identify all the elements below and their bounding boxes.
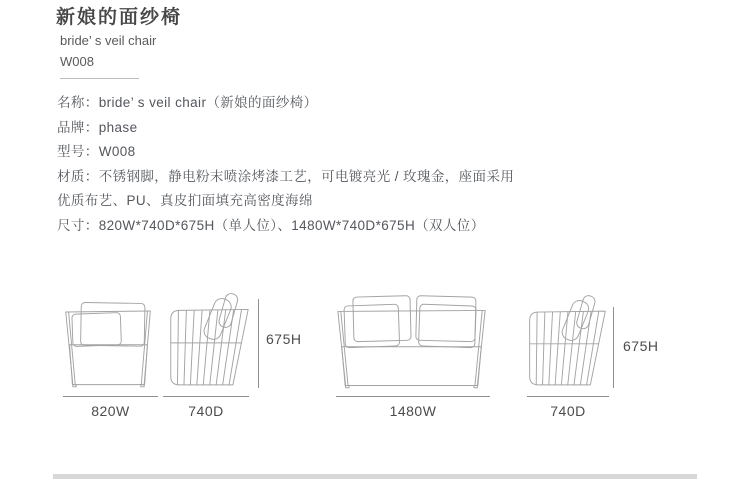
spec-line-name: 名称：bride’ s veil chair（新娘的面纱椅） — [57, 95, 318, 110]
spec-line-material: 材质：不锈钢脚，静电粉末喷涂烤漆工艺，可电镀亮光 / 玫瑰金，座面采用 — [57, 168, 515, 184]
product-subtitle: bride’ s veil chair — [60, 33, 157, 48]
single-seat-front-drawing — [61, 290, 156, 390]
single-height-label: 675H — [266, 331, 302, 347]
single-height-dim-line — [258, 299, 259, 388]
single-width-dim-line — [63, 396, 158, 397]
page-title: 新娘的面纱椅 — [56, 7, 183, 28]
spec-line-model: 型号：W008 — [57, 144, 136, 160]
double-seat-side-drawing — [525, 292, 609, 390]
double-width-dim-line — [336, 396, 490, 397]
double-depth-dim-line — [527, 396, 609, 397]
double-width-label: 1480W — [389, 403, 437, 419]
header-divider — [60, 78, 139, 79]
spec-line-brand: 品牌：phase — [57, 119, 138, 135]
single-depth-dim-line — [163, 396, 249, 397]
spec-line-material-2: 优质布艺、PU、真皮扪面填充高密度海绵 — [57, 193, 313, 209]
double-height-dim-line — [613, 307, 614, 388]
double-seat-front-drawing — [334, 290, 489, 390]
spec-line-size: 尺寸：820W*740D*675H（单人位）、1480W*740D*675H（双人位） — [57, 217, 485, 233]
bottom-divider-bar — [53, 474, 697, 479]
single-depth-label: 740D — [188, 403, 224, 419]
single-seat-side-drawing — [166, 290, 252, 390]
spec-list — [57, 91, 577, 239]
double-height-label: 675H — [623, 338, 659, 354]
single-width-label: 820W — [91, 403, 130, 419]
double-depth-label: 740D — [550, 403, 586, 419]
product-model: W008 — [60, 54, 94, 69]
